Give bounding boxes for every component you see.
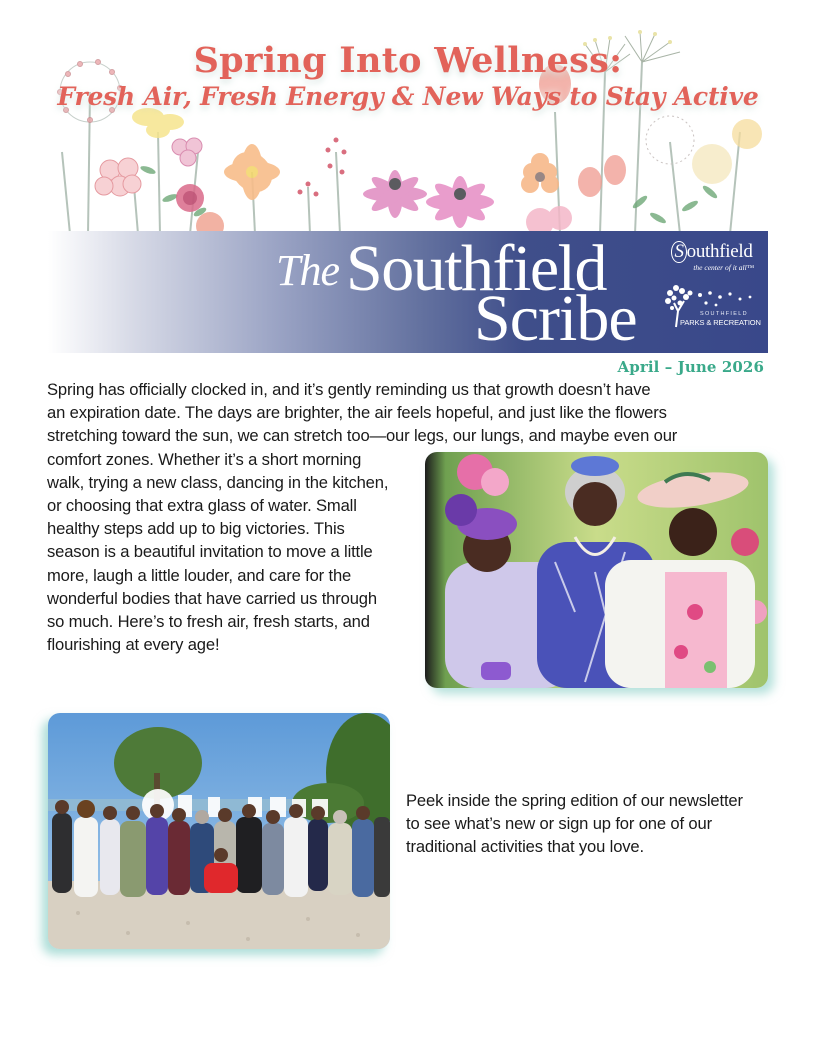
masthead-southfield: Southfield [346, 232, 606, 305]
headline-main: Spring Into Wellness: [193, 40, 623, 81]
article-line: season is a beautiful invitation to move a little [47, 542, 373, 562]
article-line: comfort zones. Whether it’s a short morning [47, 449, 362, 469]
parks-recreation-logo [660, 281, 764, 329]
logo-initial: S [671, 241, 686, 263]
parks-logo-city: SOUTHFIELD [700, 311, 748, 317]
article-line: stretching toward the sun, we can stretch too—our legs, our lungs, and maybe even our [47, 426, 678, 446]
promo-line: to see what’s new or sign up for one of our [406, 814, 712, 834]
masthead-the: The [276, 246, 339, 295]
logo-name: outhfield [686, 241, 753, 262]
article-line: flourishing at every age! [47, 635, 220, 655]
article-line: wonderful bodies that have carried us through [47, 588, 377, 608]
article-line: walk, trying a new class, dancing in the kitchen, [47, 472, 389, 492]
newsletter-masthead [276, 231, 646, 353]
parks-logo-name: PARKS & RECREATION [680, 318, 761, 327]
masthead-banner [48, 231, 768, 353]
photo-women-in-hats [425, 452, 768, 688]
promo-line: Peek inside the spring edition of our newsletter [406, 791, 743, 810]
article-line: or choosing that extra glass of water. Small [47, 496, 357, 516]
article-line: more, laugh a little louder, and care for the [47, 565, 352, 585]
logo-tagline: the center of it all™ [693, 263, 754, 272]
southfield-city-logo [664, 241, 760, 275]
headline-subtitle: Fresh Air, Fresh Energy & New Ways to Stay Active [57, 82, 759, 111]
photo-image-icon [425, 452, 768, 688]
photo-image-icon [48, 713, 390, 949]
promo-line: traditional activities that you love. [406, 837, 644, 857]
article-line: so much. Here’s to fresh air, fresh starts, and [47, 612, 370, 632]
article-line: an expiration date. The days are brighter, the air feels hopeful, and just like the flowers [47, 403, 667, 423]
newsletter-promo-text [406, 789, 786, 859]
photo-group-outing [48, 713, 390, 949]
article-line: healthy steps add up to big victories. This [47, 519, 345, 539]
article-line: Spring has officially clocked in, and it’s gently reminding us that growth doesn’t have [47, 380, 651, 399]
masthead-scribe: Scribe [474, 282, 637, 355]
headline [0, 40, 816, 114]
issue-date-range: April – June 2026 [617, 358, 764, 376]
